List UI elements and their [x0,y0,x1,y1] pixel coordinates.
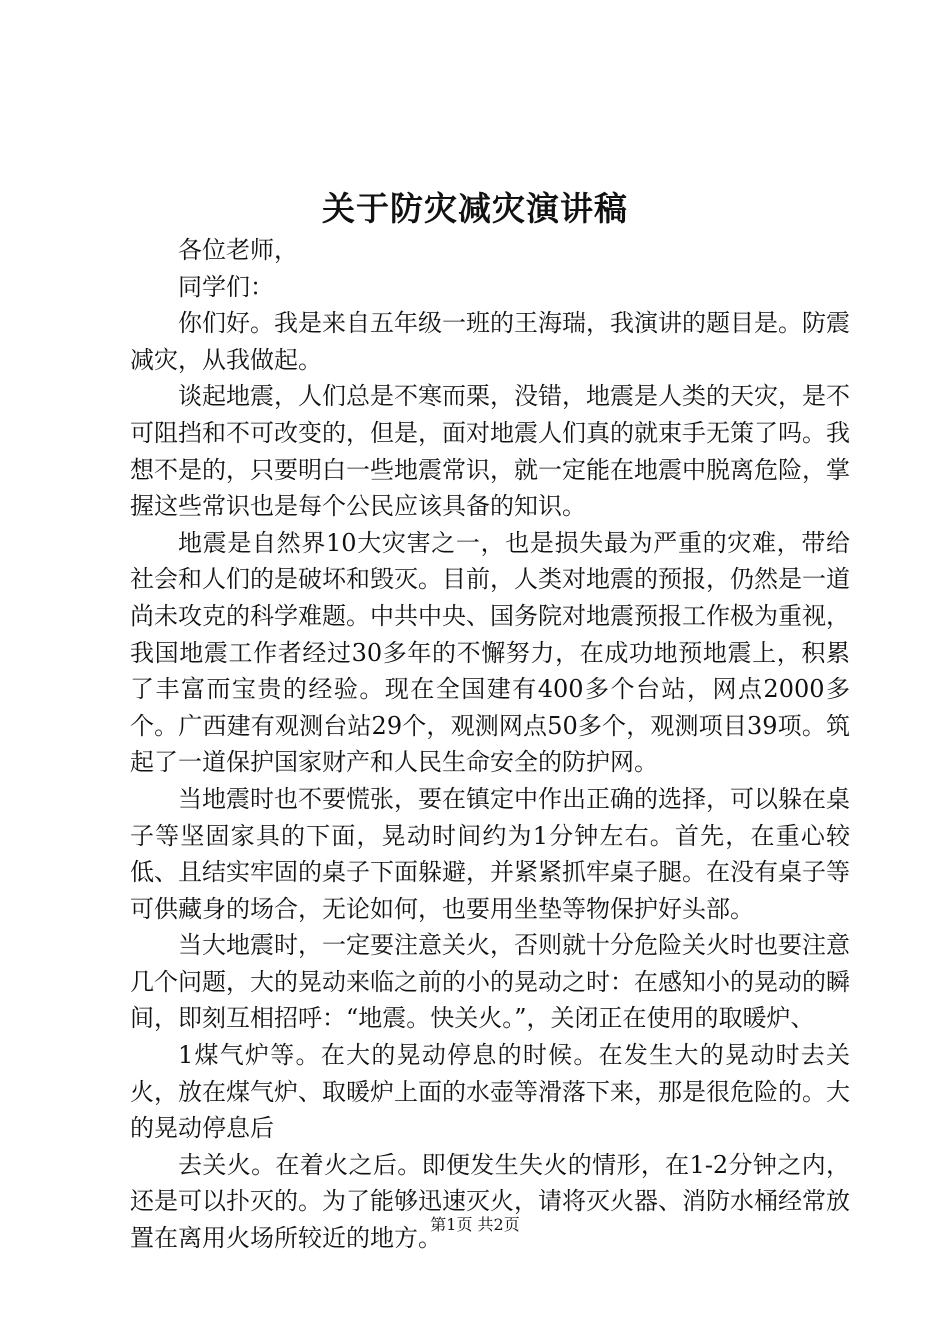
paragraph-greeting-teachers: 各位老师， [178,236,298,264]
paragraph-greeting-students: 同学们： [178,272,274,301]
paragraph-introduction: 你们好。我是来自五年级一班的王海瑞，我演讲的题目是。防震减灾，从我做起。 [130,309,850,374]
page-number-footer: 第1页 共2页 [430,1215,520,1234]
paragraph-earthquake-facts: 地震是自然界10大灾害之一，也是损失最为严重的灾难，带给社会和人们的是破坏和毁灭。目前，人类对地震的预报，仍然是一道尚未攻克的科学难题。中共中央、国务院对地震预报工作极为重视，我国地震工作者经过30多年的不懈努力，在成功地预地震上，积累了丰富而宝贵的经验。现在全国建有400多个台站，网点2000多个。广西建有观测台站29个，观测网点50多个，观测项目39项。筑起了一道保护国家财产和人民生命安全的防护网。 [130,528,850,777]
document-title: 关于防灾减灾演讲稿 [322,189,628,228]
paragraph-gas-stove: 1煤气炉等。在大的晃动停息的时候。在发生大的晃动时去关火，放在煤气炉、取暖炉上面的水壶等滑落下来，那是很危险的。大的晃动停息后 [130,1041,850,1143]
paragraph-earthquake-awareness: 谈起地震，人们总是不寒而栗，没错，地震是人类的天灾，是不可阻挡和不可改变的，但是，面对地震人们真的就束手无策了吗。我想不是的，只要明白一些地震常识，就一定能在地震中脱离危险，掌握这些常识也是每个公民应该具备的知识。 [130,382,850,521]
paragraph-turn-off-fire: 当大地震时，一定要注意关火，否则就十分危险关火时也要注意几个问题，大的晃动来临之前的小的晃动之时：在感知小的晃动的瞬间，即刻互相招呼：“地震。快关火。”，关闭正在使用的取暖炉、 [130,931,850,1033]
paragraph-shelter-advice: 当地震时也不要慌张，要在镇定中作出正确的选择，可以躲在桌子等坚固家具的下面，晃动时间约为1分钟左右。首先，在重心较低、且结实牢固的桌子下面躲避，并紧紧抓牢桌子腿。在没有桌子等可供藏身的场合，无论如何，也要用坐垫等物保护好头部。 [130,784,850,923]
paragraph-fire-extinguishing: 去关火。在着火之后。即便发生失火的情形，在1-2分钟之内，还是可以扑灭的。为了能够迅速灭火，请将灭火器、消防水桶经常放置在离用火场所较近的地方。 [130,1150,850,1253]
document-body [130,232,850,1257]
